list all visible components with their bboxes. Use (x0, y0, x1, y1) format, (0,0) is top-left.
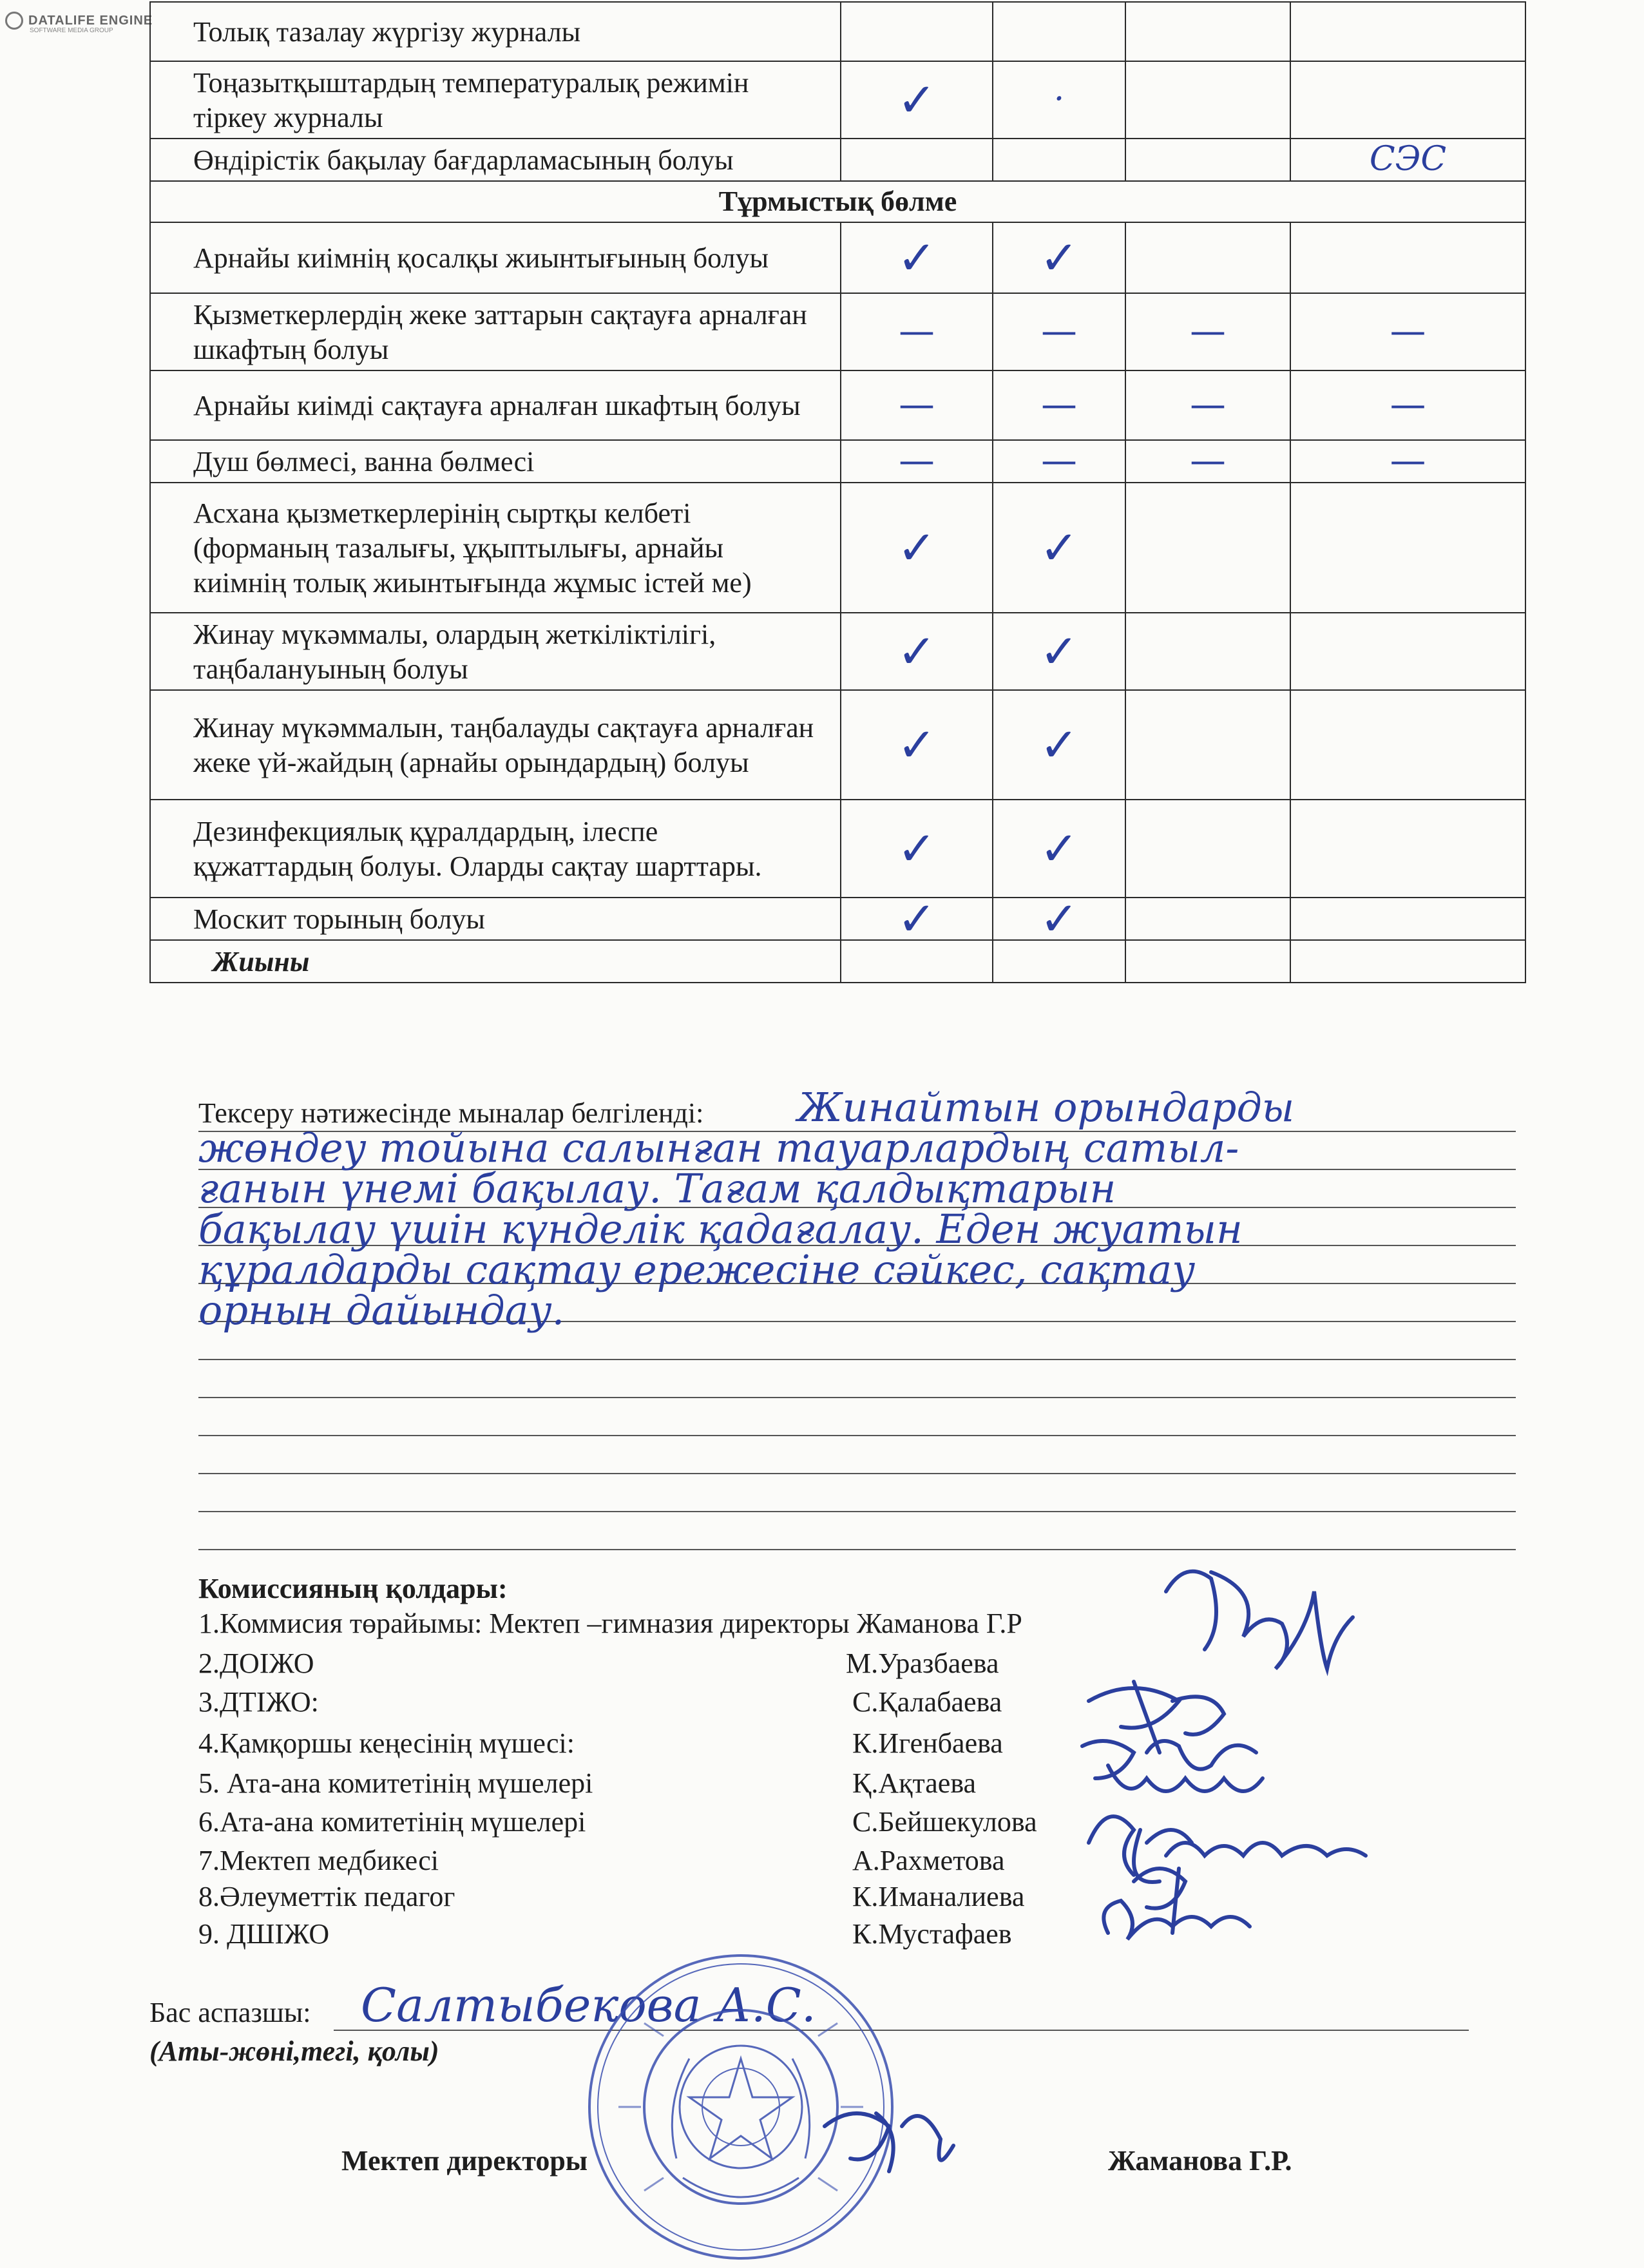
table-row (150, 800, 1525, 898)
mark-cell (1290, 2, 1525, 61)
mark-cell (841, 293, 993, 370)
dash-mark: — (1190, 311, 1226, 352)
check-mark-icon: ✓ (1039, 718, 1079, 772)
row-label: Асхана қызметкерлерінің сыртқы келбеті (форманың тазалығы, ұқыптылығы, арнайы киімнің толық жиынтығында жұмыс істей ме) (150, 483, 841, 613)
check-mark-icon: ✓ (897, 231, 937, 285)
commission-member-name: К.Иманалиева (852, 1881, 1025, 1912)
commission-member-name: К.Мустафаев (852, 1918, 1012, 1950)
mark-cell (1125, 690, 1290, 800)
mark-cell (1125, 2, 1290, 61)
row-label: Тоңазытқыштардың температуралық режимін тіркеу журналы (150, 61, 841, 139)
signature-member-3 (1082, 1741, 1256, 1778)
commission-member-name: С.Қалабаева (852, 1686, 1002, 1718)
commission-title: Комиссияның қолдары: (198, 1573, 508, 1604)
row-label: Өндірістік бақылау бағдарламасының болуы (150, 139, 841, 181)
table-row (150, 690, 1525, 800)
commission-member-name: М.Уразбаева (846, 1648, 999, 1679)
dash-mark: — (1390, 440, 1426, 482)
row-label: Қызметкерлердің жеке заттарын сақтауға арналған шкафтың болуы (150, 293, 841, 370)
mark-cell (1125, 613, 1290, 690)
total-row (150, 940, 1525, 983)
check-mark-icon: ✓ (897, 718, 937, 772)
watermark (5, 12, 153, 34)
commission-member-role: 7.Мектеп медбикесі (198, 1845, 439, 1876)
check-mark-icon: ✓ (1039, 521, 1079, 575)
mark-cell (1290, 483, 1525, 613)
check-mark-icon: ✓ (897, 822, 937, 876)
mark-cell (1290, 370, 1525, 440)
mark-cell (993, 139, 1125, 181)
row-label: Москит торының болуы (150, 898, 841, 940)
commission-member-role: 9. ДШІЖО (198, 1918, 330, 1950)
mark-cell (1125, 440, 1290, 483)
checklist-table (149, 1, 1526, 983)
dash-mark: — (899, 440, 935, 482)
watermark-sub: SOFTWARE MEDIA GROUP (30, 27, 113, 34)
total-label: Жиыны (150, 940, 841, 983)
mark-cell (1125, 139, 1290, 181)
mark-cell (841, 800, 993, 898)
commission-member-role: 8.Әлеуметтік педагог (198, 1881, 455, 1912)
note-line: құралдарды сақтау ережесіне сәйкес, сақтау (198, 1246, 1196, 1293)
findings-handwriting (198, 1084, 1516, 1334)
check-mark-icon: ✓ (1039, 624, 1079, 678)
commission-member-role: 4.Қамқоршы кеңесінің мүшесі: (198, 1727, 575, 1759)
mark-cell (993, 690, 1125, 800)
mark-cell (993, 800, 1125, 898)
commission-member-name: С.Бейшекулова (852, 1806, 1037, 1838)
mark-cell (1125, 800, 1290, 898)
table-row (150, 139, 1525, 181)
section-title: Тұрмыстық бөлме (150, 181, 1525, 222)
chef-label: Бас аспазшы: (149, 1997, 311, 2028)
mark-cell (841, 690, 993, 800)
mark-cell (993, 2, 1125, 61)
mark-cell (993, 222, 1125, 293)
mark-cell (993, 293, 1125, 370)
note-line: жөндеу тойына салынған тауарлардың сатыл- (198, 1124, 1239, 1171)
check-mark-icon: ✓ (897, 73, 937, 127)
note-line: бақылау үшін күнделік қадағалау. Еден жуатын (198, 1206, 1243, 1253)
row-label: Жинау мүкәммалы, олардың жеткіліктілігі, таңбалануының болуы (150, 613, 841, 690)
commission-chair: 1.Коммисия төрайымы: Мектеп –гимназия директоры Жаманова Г.Р (198, 1608, 1022, 1639)
dash-mark: — (1041, 384, 1077, 426)
mark-cell (1290, 800, 1525, 898)
check-mark-icon: ✓ (897, 624, 937, 678)
table-row (150, 222, 1525, 293)
mark-cell (841, 139, 993, 181)
row-label: Арнайы киімнің қосалқы жиынтығының болуы (150, 222, 841, 293)
mark-cell (1290, 61, 1525, 139)
mark-cell (841, 892, 993, 946)
mark-cell (1290, 898, 1525, 940)
check-mark-icon: ✓ (1039, 231, 1079, 285)
table-row (150, 898, 1525, 940)
mark-cell (993, 61, 1125, 139)
dash-mark: — (899, 384, 935, 426)
note-line: орнын дайындау. (198, 1287, 565, 1334)
row-label: Душ бөлмесі, ванна бөлмесі (150, 440, 841, 483)
dash-mark: — (1041, 311, 1077, 352)
dash-mark: — (1190, 440, 1226, 482)
mark-cell (1290, 139, 1525, 181)
table-row (150, 483, 1525, 613)
watermark-logo-icon (5, 12, 23, 30)
signature-member-6 (1134, 1830, 1366, 1882)
mark-cell (841, 483, 993, 613)
table-row (150, 2, 1525, 61)
mark-cell (1125, 61, 1290, 139)
mark-cell (1125, 898, 1290, 940)
check-mark-icon: ✓ (897, 892, 937, 946)
signature-member-2 (1089, 1682, 1224, 1753)
table-row (150, 613, 1525, 690)
signature-member-8 (1104, 1901, 1250, 1939)
director-name: Жаманова Г.Р. (1108, 2145, 1292, 2177)
mark-cell (1290, 293, 1525, 370)
commission-member-role: 2.ДОІЖО (198, 1648, 314, 1679)
commission-member-name: А.Рахметова (852, 1845, 1005, 1876)
commission-member-name: Қ.Ақтаева (852, 1767, 977, 1799)
mark-text: СЭС (1369, 139, 1447, 178)
official-stamp (580, 1946, 902, 2268)
mark-cell (841, 440, 993, 483)
commission-member-role: 3.ДТІЖО: (198, 1686, 319, 1718)
table-row (150, 440, 1525, 483)
commission-member-role: 5. Ата-ана комитетінің мүшелері (198, 1767, 593, 1799)
signature-member-4 (1108, 1765, 1263, 1791)
check-mark-icon: ✓ (1039, 822, 1079, 876)
mark-text: · (1053, 79, 1065, 119)
check-mark-icon: ✓ (897, 521, 937, 575)
table-row (150, 293, 1525, 370)
check-mark-icon: ✓ (1039, 892, 1079, 946)
watermark-brand: DATALIFE ENGINE (28, 13, 153, 28)
mark-cell (993, 440, 1125, 483)
mark-cell (1290, 690, 1525, 800)
mark-cell (841, 613, 993, 690)
row-label: Арнайы киімді сақтауға арналған шкафтың болуы (150, 370, 841, 440)
chef-handwritten-name: Салтыбекова А.С. (361, 1978, 816, 2032)
commission-member-role: 6.Ата-ана комитетінің мүшелері (198, 1806, 586, 1838)
dash-mark: — (1190, 384, 1226, 426)
mark-cell (993, 892, 1125, 946)
chef-caption: (Аты-жөні,тегі, қолы) (149, 2035, 439, 2067)
mark-cell (1290, 613, 1525, 690)
dash-mark: — (1041, 440, 1077, 482)
mark-cell (993, 370, 1125, 440)
table-row (150, 370, 1525, 440)
director-label: Мектеп директоры (341, 2145, 588, 2177)
mark-cell (1125, 370, 1290, 440)
mark-cell (993, 613, 1125, 690)
mark-cell (841, 2, 993, 61)
mark-cell (841, 61, 993, 139)
mark-cell (841, 370, 993, 440)
section-row (150, 181, 1525, 222)
mark-cell (1290, 440, 1525, 483)
mark-cell (1125, 222, 1290, 293)
findings-label: Тексеру нәтижесінде мыналар белгіленді: (198, 1097, 711, 1129)
dash-mark: — (1390, 311, 1426, 352)
commission-member-name: К.Игенбаева (852, 1727, 1003, 1759)
row-label: Дезинфекциялық құралдардың, ілеспе құжаттардың болуы. Оларды сақтау шарттары. (150, 800, 841, 898)
dash-mark: — (899, 311, 935, 352)
row-label: Толық тазалау жүргізу журналы (150, 2, 841, 61)
table-row (150, 61, 1525, 139)
note-line: ғанын үнемі бақылау. Тағам қалдықтарын (198, 1165, 1116, 1212)
row-label: Жинау мүкәммалын, таңбалауды сақтауға арналған жеке үй-жайдың (арнайы орындардың) болуы (150, 690, 841, 800)
signature-member-7 (1134, 1869, 1185, 1933)
signature-chair (1166, 1571, 1353, 1669)
dash-mark: — (1390, 384, 1426, 426)
mark-cell (1125, 293, 1290, 370)
signature-member-5 (1089, 1816, 1192, 1875)
note-line: Жинайтын орындарды (798, 1084, 1295, 1131)
mark-cell (1290, 222, 1525, 293)
mark-cell (1125, 483, 1290, 613)
mark-cell (841, 222, 993, 293)
mark-cell (993, 483, 1125, 613)
